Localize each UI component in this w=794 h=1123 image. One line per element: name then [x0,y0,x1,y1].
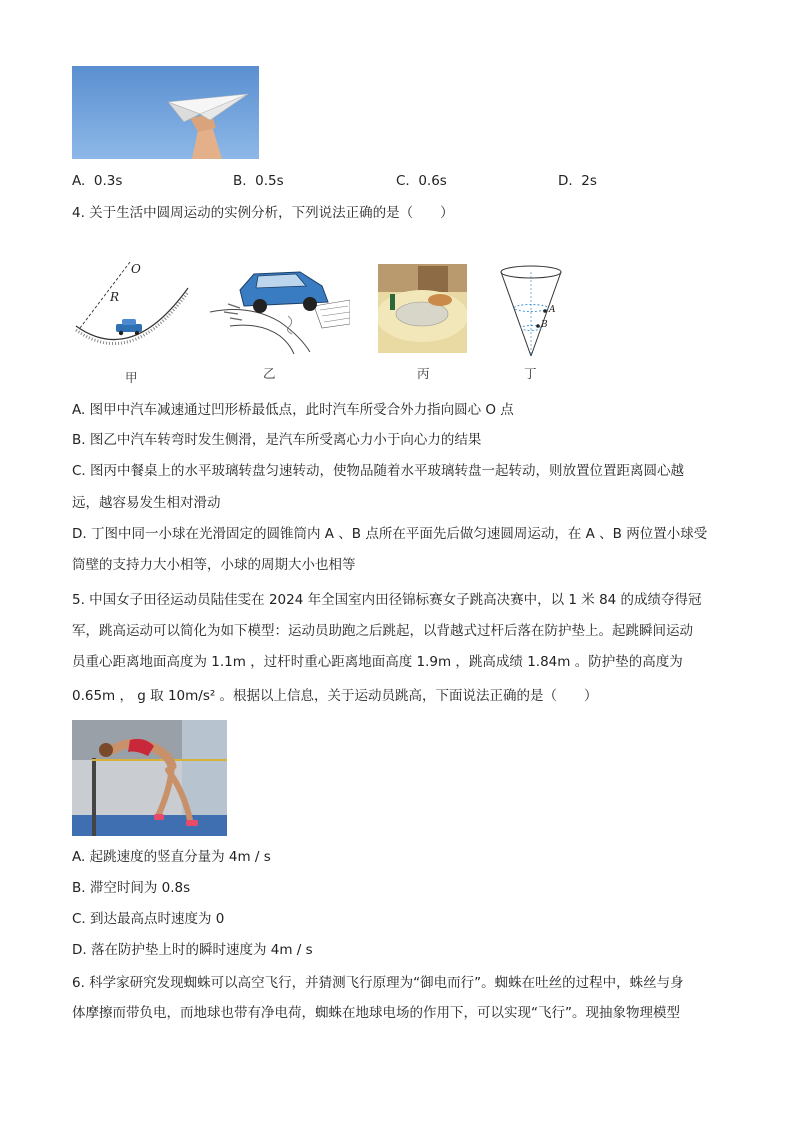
q3-option-b: B. 0.5s [233,173,284,189]
figure-bing-rotating-table [378,264,467,353]
q4-option-b: B. 图乙中汽车转弯时发生侧滑，是汽车所受离心力小于向心力的结果 [72,432,482,448]
q3-option-c: C. 0.6s [396,173,447,189]
q6-stem-line2: 体摩擦而带负电，而地球也带有净电荷，蜘蛛在地球电场的作用下，可以实现“飞行”。现抽象物理模型 [72,1005,680,1021]
caption-ding: 丁 [524,366,537,381]
q4-option-d-line2: 筒壁的支持力大小相等，小球的周期大小也相等 [72,557,356,573]
caption-bing: 丙 [417,366,430,381]
label-o: O [131,262,141,276]
label-b: B [541,320,548,330]
q4-stem: 4. 关于生活中圆周运动的实例分析，下列说法正确的是（ ） [72,205,454,221]
figure-yi-car-skid [210,264,350,354]
q5-stem-line1: 5. 中国女子田径运动员陆佳雯在 2024 年全国室内田径锦标赛女子跳高决赛中，以 1 米 84 的成绩夺得冠 [72,592,702,608]
q6-stem-line1: 6. 科学家研究发现蜘蛛可以高空飞行，并猜测飞行原理为“御电而行”。蜘蛛在吐丝的过程中，蛛丝与身 [72,975,684,991]
q5-option-d: D. 落在防护垫上时的瞬时速度为 4m / s [72,942,313,958]
q5-option-a: A. 起跳速度的竖直分量为 4m / s [72,849,271,865]
q4-option-c-line1: C. 图丙中餐桌上的水平玻璃转盘匀速转动，使物品随着水平玻璃转盘一起转动，则放置位置距离圆心越 [72,463,685,479]
q3-option-d: D. 2s [558,173,597,189]
q3-option-a: A. 0.3s [72,173,123,189]
q5-stem-line3: 员重心距离地面高度为 1.1m ，过杆时重心距离地面高度 1.9m ，跳高成绩 1.84m 。防护垫的高度为 [72,654,683,670]
q4-option-a: A. 图甲中汽车减速通过凹形桥最低点，此时汽车所受合外力指向圆心 O 点 [72,402,514,418]
q4-option-c-line2: 远，越容易发生相对滑动 [72,495,221,511]
caption-yi: 乙 [263,366,276,381]
q5-option-b: B. 滞空时间为 0.8s [72,880,191,896]
label-r: R [110,290,120,304]
label-a: A [549,305,556,315]
high-jump-photo [72,720,227,836]
q5-option-c: C. 到达最高点时速度为 0 [72,911,225,927]
q5-stem-line2: 军，跳高运动可以简化为如下模型：运动员助跑之后跳起，以背越式过杆后落在防护垫上。起跳瞬间运动 [72,623,693,639]
paper-plane-photo [72,66,259,159]
q5-stem-line4: 0.65m ， g 取 10m/s² 。根据以上信息，关于运动员跳高，下面说法正确的是（ ） [72,688,598,704]
figure-ding-cone [497,264,567,359]
q4-option-d-line1: D. 丁图中同一小球在光滑固定的圆锥筒内 A 、B 点所在平面先后做匀速圆周运动，在 A 、B 两位置小球受 [72,526,708,542]
caption-jia: 甲 [125,370,138,385]
